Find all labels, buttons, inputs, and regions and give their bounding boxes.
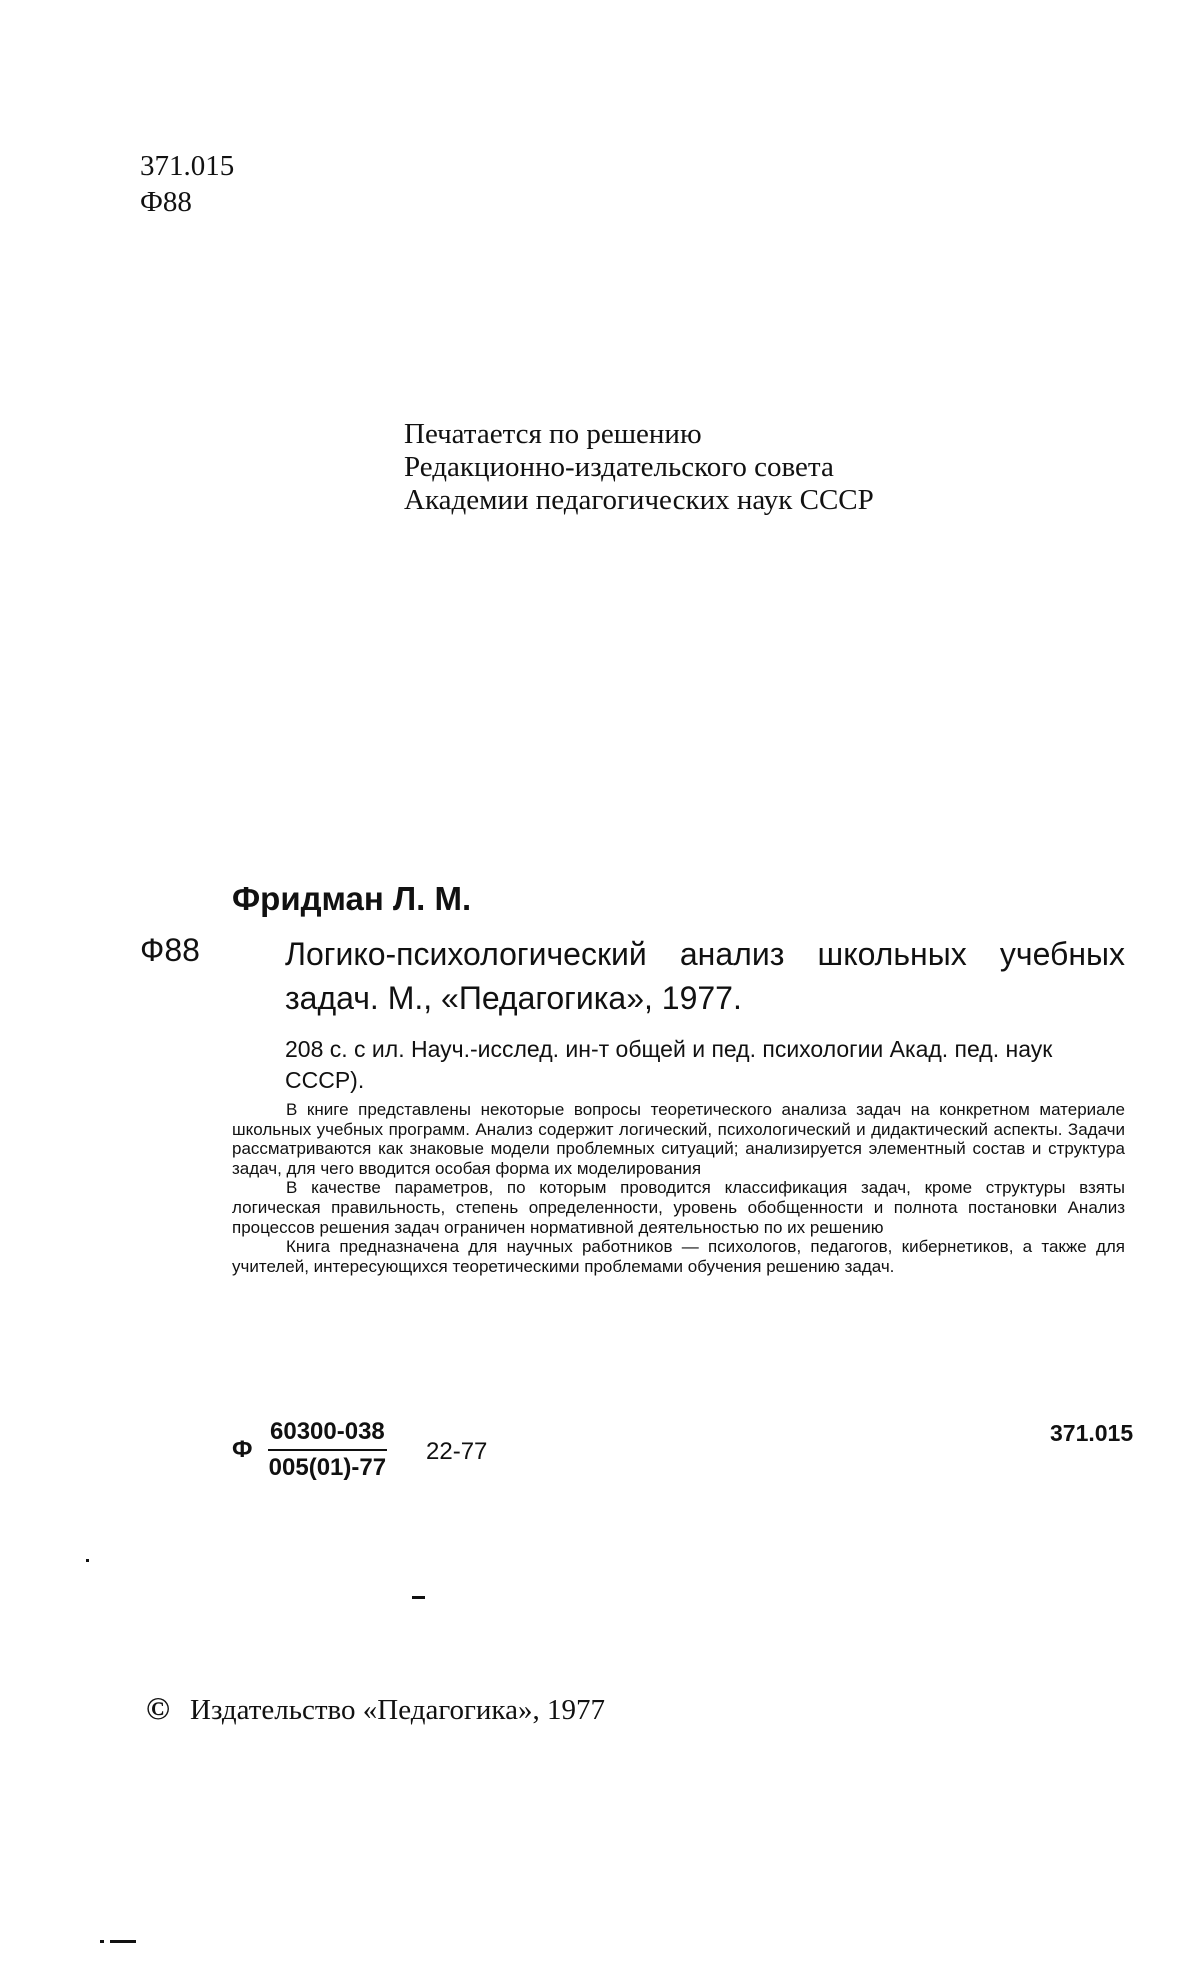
udc-code: 371.015 xyxy=(140,150,235,182)
book-title: Логико-психологический анализ школьных учебных задач. М., «Педагогика», 1977. xyxy=(285,936,1125,1016)
abstract-paragraph: В книге представлены некоторые вопросы теоретического анализа задач на конкретном материале школьных учебных программ. Анализ содержит логический, психологический и дидактический аспекты. Задачи рассматриваются как знаковые модели проблемных ситуаций; анализируется элементный состав и структура задач, для чего вводится особая форма их моделирования xyxy=(232,1100,1125,1178)
card-cipher: Ф88 xyxy=(140,932,200,968)
copyright-text: Издательство «Педагогика», 1977 xyxy=(190,1694,605,1726)
scan-speck xyxy=(412,1596,425,1599)
udc-cipher: Ф88 xyxy=(140,186,192,218)
copyright-symbol: © xyxy=(146,1690,170,1726)
approval-statement xyxy=(404,418,874,517)
index-denominator: 005(01)-77 xyxy=(268,1454,387,1481)
scan-speck xyxy=(86,1559,89,1562)
card-udc: 371.015 xyxy=(1050,1420,1134,1446)
index-numerator: 60300-038 xyxy=(268,1418,387,1451)
index-suffix: 22-77 xyxy=(426,1438,488,1465)
approval-line: Академии педагогических наук СССР xyxy=(404,484,874,516)
approval-line: Редакционно-издательского совета xyxy=(404,451,834,483)
scan-speck xyxy=(100,1940,104,1943)
abstract-paragraph: В качестве параметров, по которым проводится классификация задач, кроме структуры взяты логическая правильность, степень определенности, уровень обобщенности и полнота постановки Анализ процессов решения задач ограничен нормативной деятельностью по их решению xyxy=(232,1178,1125,1237)
scan-speck xyxy=(110,1940,136,1943)
bibliographic-description: 208 с. с ил. Науч.-исслед. ин-т общей и пед. психологии Акад. пед. наук СССР). xyxy=(285,1036,1053,1093)
abstract-paragraph: Книга предназначена для научных работников — психологов, педагогов, кибернетиков, а также для учителей, интересующихся теоретическими проблемами обучения решению задач. xyxy=(232,1237,1125,1276)
approval-line: Печатается по решению xyxy=(404,418,702,450)
book-abstract xyxy=(232,1100,1125,1276)
author-name: Фридман Л. М. xyxy=(232,880,472,917)
index-fraction xyxy=(268,1418,387,1482)
udc-block xyxy=(140,148,234,220)
index-letter: Ф xyxy=(232,1436,253,1463)
